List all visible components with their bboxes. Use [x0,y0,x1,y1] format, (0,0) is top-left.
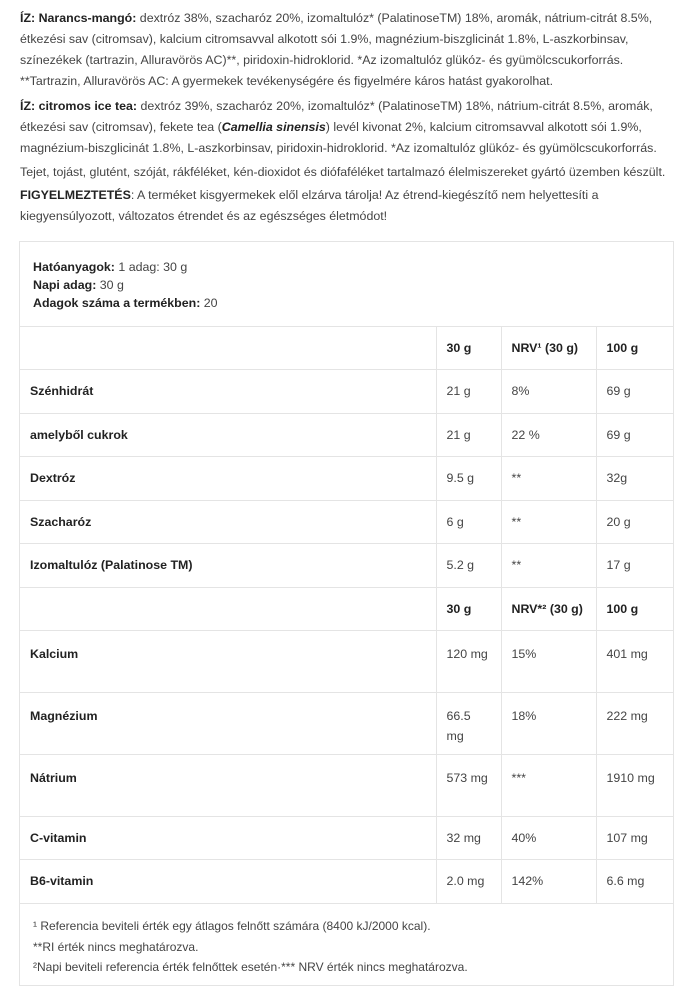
servings-line [33,294,218,312]
nutrient-value: 21 g [436,413,501,457]
daily-dose-value: 30 g [96,278,124,292]
table-row [20,413,673,457]
table-header-row [20,327,673,370]
nutrient-value: 40% [501,816,596,860]
ingredients-text: ) levél kivonat 2%, kalcium citromsavval alkotott sói 1.9%, magnézium-biszglicinát 1.8%, L-aszkorbinsav, piridoxin-hidroklorid. *Az izomaltulóz glükóz- és gyümölcscukorforrás. [20,120,657,155]
table-row [20,457,673,501]
ingredients-text: dextróz 39%, szacharóz 20%, izomaltulóz* (PalatinoseTM) 18%, nátrium-citrát 8.5%, aromák, étkezési sav (citromsav), fekete tea ( [20,99,653,134]
serving-summary [33,258,218,312]
nutrient-value: 6.6 mg [596,860,673,904]
table-row [20,630,673,692]
column-header: NRV*² (30 g) [501,587,596,630]
active-ingredients-line [33,258,218,276]
nutrient-name: B6-vitamin [20,860,436,904]
flavor-label: ÍZ: Narancs-mangó: [20,11,137,25]
nutrient-value: 120 mg [436,630,501,692]
nutrient-value: 8% [501,370,596,414]
column-header: 100 g [596,587,673,630]
nutrient-value: 69 g [596,370,673,414]
nutrient-value: 107 mg [596,816,673,860]
nutrient-value: 15% [501,630,596,692]
nutrient-value: *** [501,754,596,816]
table-row [20,370,673,414]
nutrient-value: 573 mg [436,754,501,816]
active-ingredients-value: 1 adag: 30 g [114,260,188,274]
table-row [20,816,673,860]
allergen-notice: Tejet, tojást, glutént, szóját, rákféléket, kén-dioxidot és diófaféléket tartalmazó élelmiszereket gyártó üzemben készült. [20,165,666,179]
nutrient-name: Szénhidrát [20,370,436,414]
daily-dose-line [33,276,218,294]
nutrient-value: ** [501,500,596,544]
ingredients-orange-mango [20,8,680,92]
warning-label: FIGYELMEZTETÉS [20,188,131,202]
nutrient-value: 66.5 mg [436,692,501,754]
nutrient-value: 21 g [436,370,501,414]
nutrient-value: 1910 mg [596,754,673,816]
table-row [20,692,673,754]
table-row [20,500,673,544]
column-header [20,587,436,630]
ingredients-text: dextróz 38%, szacharóz 20%, izomaltulóz* (PalatinoseTM) 18%, aromák, nátrium-citrát 8.5%, étkezési sav (citromsav), kalcium citromsavval alkotott sói 1.9%, magnézium-biszglicinát 1.8%, L-aszkorbinsav, színezékek (tartrazin, Alluravörös AC)**, piridoxin-hidroklorid. *Az izomaltulóz glükóz- és gyümölcscukorforrás. **Tartrazin, Alluravörös AC: A gyermekek tevékenységére és figyelmére káros hatást gyakorolhat. [20,11,653,88]
table-row [20,860,673,904]
column-header: 100 g [596,327,673,370]
servings-label: Adagok száma a termékben: [33,296,201,310]
nutrient-name: Dextróz [20,457,436,501]
servings-value: 20 [200,296,218,310]
nutrient-name: Izomaltulóz (Palatinose TM) [20,544,436,588]
flavor-label: ÍZ: citromos ice tea: [20,99,138,113]
table-header-row [20,587,673,630]
nutrient-value: 18% [501,692,596,754]
column-header [20,327,436,370]
nutrient-name: Kalcium [20,630,436,692]
nutrient-value: ** [501,457,596,501]
nutrient-value: 142% [501,860,596,904]
column-header: 30 g [436,587,501,630]
daily-dose-label: Napi adag: [33,278,97,292]
nutrient-name: Szacharóz [20,500,436,544]
nutrient-value: 6 g [436,500,501,544]
nutrient-value: 2.0 mg [436,860,501,904]
nutrient-name: C-vitamin [20,816,436,860]
nutrient-value: 9.5 g [436,457,501,501]
warning-text: : A terméket kisgyermekek elől elzárva tárolja! Az étrend-kiegészítő nem helyettesíti a kiegyensúlyozott, változatos étrendet és az egészséges életmódot! [20,188,599,223]
table-row [20,544,673,588]
nutrient-value: 20 g [596,500,673,544]
footnote: ²Napi beviteli referencia érték felnőttek esetén·*** NRV érték nincs meghatározva. [33,960,468,974]
nutrient-value: 32 mg [436,816,501,860]
nutrient-name: amelyből cukrok [20,413,436,457]
nutrient-value: 5.2 g [436,544,501,588]
nutrient-value: 17 g [596,544,673,588]
nutrition-panel [19,241,674,986]
ingredients-lemon-ice-tea [20,96,680,159]
nutrient-value: 22 % [501,413,596,457]
nutrient-value: 69 g [596,413,673,457]
active-ingredients-label: Hatóanyagok: [33,260,115,274]
warning-notice [20,185,680,227]
nutrient-name: Magnézium [20,692,436,754]
column-header: NRV¹ (30 g) [501,327,596,370]
nutrient-value: 401 mg [596,630,673,692]
nutrient-name: Nátrium [20,754,436,816]
footnote: ¹ Referencia beviteli érték egy átlagos felnőtt számára (8400 kJ/2000 kcal). [33,919,431,933]
nutrient-value: 222 mg [596,692,673,754]
nutrient-value: 32g [596,457,673,501]
nutrient-value: ** [501,544,596,588]
column-header: 30 g [436,327,501,370]
latin-name: Camellia sinensis [221,120,326,134]
footnotes [33,916,468,978]
table-row [20,754,673,816]
nutrition-table [20,326,673,904]
footnote: **RI érték nincs meghatározva. [33,939,199,954]
